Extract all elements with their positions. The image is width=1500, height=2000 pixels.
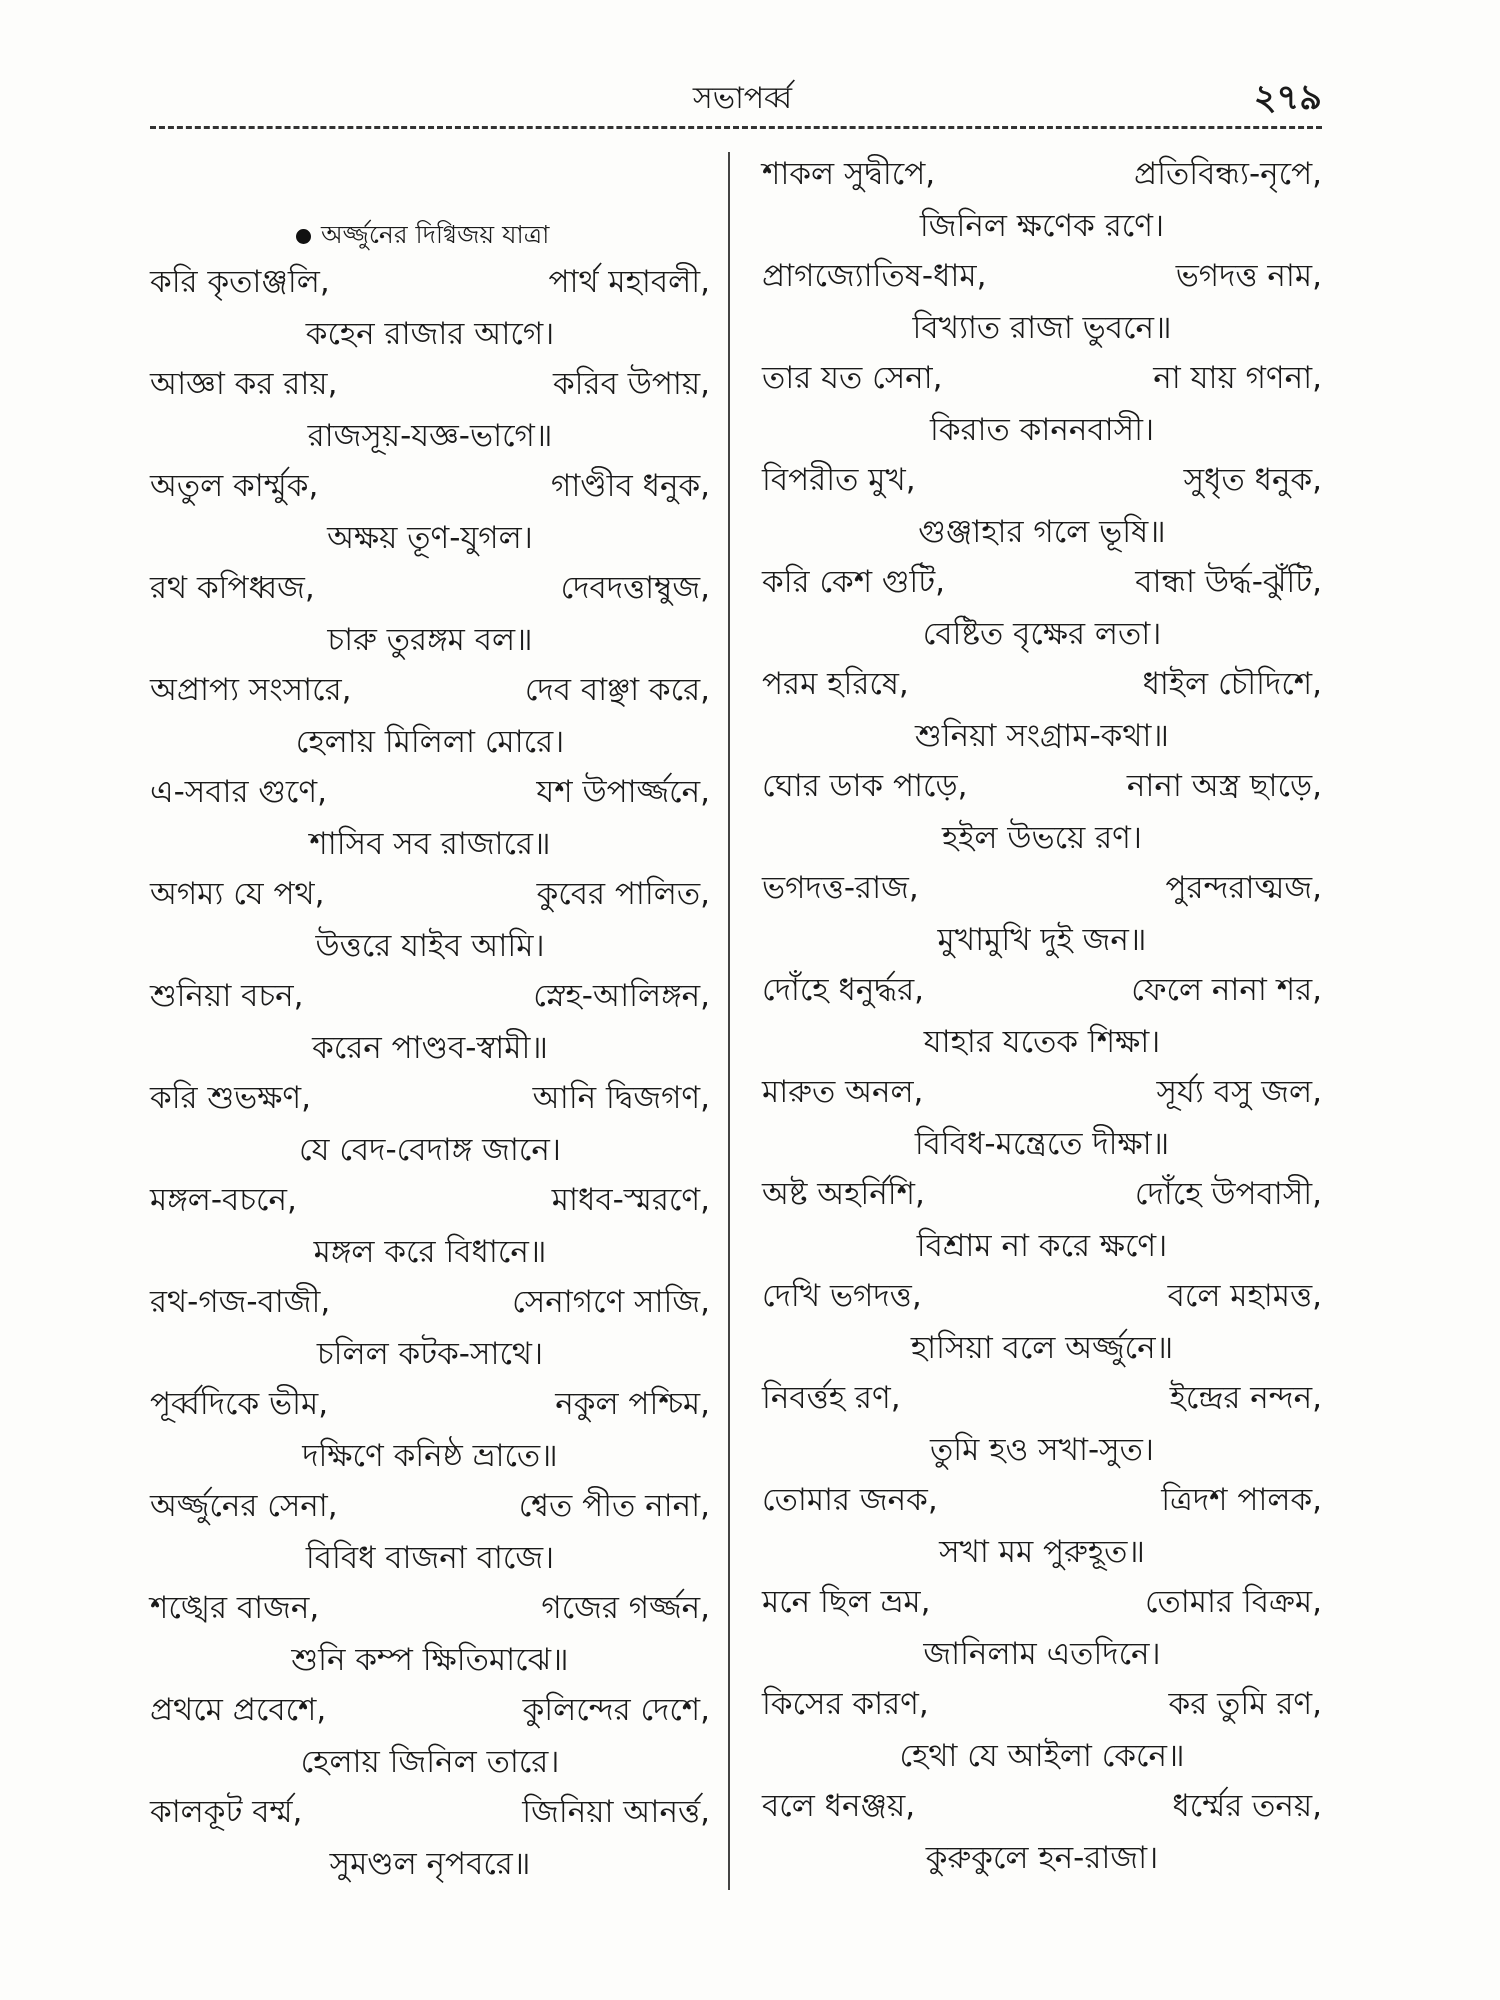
verse-second-half: দেব বাঞ্ছা করে, [524, 671, 710, 708]
verse-first-half: মনে ছিল ভ্রম, [762, 1583, 931, 1620]
page-header [150, 74, 1322, 134]
verse-second-half: সূর্য্য বসু জল, [1156, 1073, 1322, 1110]
verse-refrain: বিবিধ-মন্ত্রেতে দীক্ষা॥ [914, 1126, 1170, 1162]
verse-first-half: অতুল কার্ম্মুক, [150, 467, 319, 504]
verse-line [762, 762, 1322, 813]
verse-second-half: জিনিয়া আনর্ত্ত, [522, 1793, 710, 1830]
verse-refrain: হইল উভয়ে রণ। [941, 820, 1143, 856]
verse-second-half: বান্ধা উর্দ্ধ-ঝুঁটি, [1135, 563, 1322, 600]
verse-refrain: জানিলাম এতদিনে। [923, 1636, 1161, 1672]
verse-second-half: ধর্ম্মের তনয়, [1172, 1787, 1322, 1824]
verse-first-half: ঘোর ডাক পাড়ে, [762, 767, 968, 804]
verse-first-half: পূর্ব্বদিকে ভীম, [150, 1385, 329, 1422]
verse-second-half: ধাইল চৌদিশে, [1142, 665, 1322, 702]
verse-first-half: পরম হরিষে, [762, 665, 909, 702]
verse-second-half: দোঁহে উপবাসী, [1134, 1175, 1322, 1212]
verse-refrain: উত্তরে যাইব আমি। [315, 928, 545, 964]
verse-second-half: ত্রিদশ পালক, [1161, 1481, 1322, 1518]
verse-line [150, 1074, 710, 1125]
verse-refrain: বিশ্রাম না করে ক্ষণে। [916, 1228, 1168, 1264]
verse-line [762, 1680, 1322, 1731]
verse-line [762, 1476, 1322, 1527]
verse-second-half: গজের গর্জ্জন, [541, 1589, 710, 1626]
verse-refrain: সখা মম পুরুহূত॥ [939, 1534, 1145, 1570]
verse-second-half: গাণ্ডীব ধনুক, [551, 467, 710, 504]
verse-line [762, 354, 1322, 405]
verse-first-half: তোমার জনক, [762, 1481, 938, 1518]
verse-first-half: রথ কপিধ্বজ, [150, 569, 315, 606]
verse-refrain: শাসিব সব রাজারে॥ [309, 826, 551, 862]
verse-line [150, 972, 710, 1023]
page-number: ২৭৯ [1253, 78, 1322, 118]
verse-line [150, 666, 710, 717]
verse-refrain: শুনিয়া সংগ্রাম-কথা॥ [915, 718, 1169, 754]
verse-second-half: কুলিন্দের দেশে, [522, 1691, 710, 1728]
verse-first-half: কিসের কারণ, [762, 1685, 929, 1722]
verse-refrain: তুমি হও সখা-সুত। [930, 1432, 1154, 1468]
verse-line [150, 1686, 710, 1737]
verse-second-half: মাধব-স্মরণে, [551, 1181, 710, 1218]
verse-first-half: শাকল সুদ্বীপে, [762, 155, 936, 192]
verse-line [762, 1578, 1322, 1629]
verse-line [150, 462, 710, 513]
verse-second-half: দেবদত্তাম্বুজ, [560, 569, 710, 606]
verse-line [762, 966, 1322, 1017]
verse-first-half: ভগদত্ত-রাজ, [762, 869, 919, 906]
verse-line [762, 150, 1322, 201]
verse-first-half: অপ্রাপ্য সংসারে, [150, 671, 352, 708]
verse-refrain: শুনি কম্প ক্ষিতিমাঝে॥ [291, 1642, 569, 1678]
verse-line [762, 1170, 1322, 1221]
verse-second-half: ভগদত্ত নাম, [1175, 257, 1322, 294]
verse-refrain: চলিল কটক-সাথে। [316, 1336, 544, 1372]
verse-refrain: দক্ষিণে কনিষ্ঠ ভ্রাতে॥ [302, 1438, 558, 1474]
verse-refrain: যাহার যতেক শিক্ষা। [923, 1024, 1161, 1060]
verse-second-half: প্রতিবিন্ধ্য-নৃপে, [1134, 155, 1322, 192]
verse-refrain: হেথা যে আইলা কেনে॥ [899, 1738, 1185, 1774]
section-heading-text: অর্জ্জুনের দিগ্বিজয় যাত্রা [321, 219, 550, 249]
verse-first-half: দোঁহে ধনুর্দ্ধর, [762, 971, 924, 1008]
verse-refrain: বিখ্যাত রাজা ভুবনে॥ [912, 310, 1172, 346]
verse-first-half: প্রাগজ্যোতিষ-ধাম, [762, 257, 987, 294]
verse-first-half: দেখি ভগদত্ত, [762, 1277, 922, 1314]
verse-second-half: ফেলে নানা শর, [1131, 971, 1322, 1008]
verse-refrain: হেলায় মিলিলা মোরে। [295, 724, 565, 760]
verse-line [762, 558, 1322, 609]
verse-first-half: আজ্ঞা কর রায়, [150, 365, 338, 402]
verse-line [762, 1374, 1322, 1425]
verse-first-half: শুনিয়া বচন, [150, 977, 304, 1014]
verse-first-half: কালকূট বর্ম্ম, [150, 1793, 303, 1830]
verse-first-half: তার যত সেনা, [762, 359, 943, 396]
header-rule [150, 126, 1322, 129]
verse-line [762, 1782, 1322, 1833]
verse-first-half: এ-সবার গুণে, [150, 773, 327, 810]
column-divider [728, 152, 730, 1890]
verse-refrain: চারু তুরঙ্গম বল॥ [327, 622, 533, 658]
verse-refrain: রাজসূয়-যজ্ঞ-ভাগে॥ [307, 418, 553, 454]
verse-line [150, 564, 710, 615]
verse-refrain: গুঞ্জাহার গলে ভূষি॥ [918, 514, 1166, 550]
verse-first-half: বিপরীত মুখ, [762, 461, 916, 498]
verse-first-half: করি কেশ গুটি, [762, 563, 946, 600]
bullet-icon [296, 229, 311, 244]
verse-first-half: করি শুভক্ষণ, [150, 1079, 311, 1116]
verse-refrain: হাসিয়া বলে অর্জ্জুনে॥ [910, 1330, 1174, 1366]
verse-refrain: যে বেদ-বেদাঙ্গ জানে। [299, 1132, 561, 1168]
verse-line [762, 456, 1322, 507]
verse-first-half: শঙ্খের বাজন, [150, 1589, 320, 1626]
left-column [150, 150, 710, 1890]
verse-first-half: রথ-গজ-বাজী, [150, 1283, 331, 1320]
verse-line [762, 660, 1322, 711]
verse-refrain: কিরাত কাননবাসী। [929, 412, 1155, 448]
verse-second-half: কর তুমি রণ, [1168, 1685, 1322, 1722]
verse-refrain: জিনিল ক্ষণেক রণে। [919, 208, 1165, 244]
verse-refrain: কুরুকুলে হন-রাজা। [925, 1840, 1159, 1876]
right-verse-list [762, 150, 1322, 1884]
verse-line [150, 1278, 710, 1329]
verse-line [150, 360, 710, 411]
right-column [762, 150, 1322, 1884]
verse-refrain: অক্ষয় তূণ-যুগল। [327, 520, 533, 556]
verse-second-half: আনি দ্বিজগণ, [532, 1079, 710, 1116]
left-verse-list [150, 258, 710, 1890]
verse-second-half: ইন্দ্রের নন্দন, [1169, 1379, 1322, 1416]
verse-refrain: কহেন রাজার আগে। [305, 316, 555, 352]
verse-refrain: বেষ্টিত বৃক্ষের লতা। [922, 616, 1162, 652]
verse-line [150, 258, 710, 309]
verse-second-half: পুরন্দরাত্মজ, [1165, 869, 1322, 906]
verse-line [150, 768, 710, 819]
verse-refrain: মঙ্গল করে বিধানে॥ [313, 1234, 547, 1270]
verse-line [150, 1482, 710, 1533]
verse-second-half: নকুল পশ্চিম, [555, 1385, 710, 1422]
verse-line [150, 1788, 710, 1839]
verse-second-half: বলে মহামত্ত, [1167, 1277, 1322, 1314]
verse-second-half: নানা অস্ত্র ছাড়ে, [1126, 767, 1322, 804]
verse-refrain: সুমণ্ডল নৃপবরে॥ [329, 1846, 531, 1882]
verse-line [150, 870, 710, 921]
verse-second-half: করিব উপায়, [552, 365, 710, 402]
verse-second-half: সুধৃত ধনুক, [1183, 461, 1322, 498]
verse-second-half: যশ উপার্জ্জনে, [536, 773, 710, 810]
verse-line [150, 1380, 710, 1431]
verse-second-half: শ্বেত পীত নানা, [518, 1487, 710, 1524]
verse-first-half: বলে ধনঞ্জয়, [762, 1787, 916, 1824]
verse-first-half: অর্জ্জুনের সেনা, [150, 1487, 338, 1524]
verse-line [150, 1584, 710, 1635]
verse-refrain: হেলায় জিনিল তারে। [300, 1744, 560, 1780]
verse-first-half: প্রথমে প্রবেশে, [150, 1691, 327, 1728]
verse-second-half: না যায় গণনা, [1153, 359, 1322, 396]
running-title: সভাপর্ব্ব [692, 81, 793, 116]
verse-line [762, 1272, 1322, 1323]
verse-second-half: সেনাগণে সাজি, [512, 1283, 710, 1320]
verse-refrain: করেন পাণ্ডব-স্বামী॥ [312, 1030, 548, 1066]
verse-second-half: স্নেহ-আলিঙ্গন, [533, 977, 710, 1014]
verse-second-half: তোমার বিক্রম, [1144, 1583, 1322, 1620]
verse-first-half: অগম্য যে পথ, [150, 875, 325, 912]
verse-first-half: অষ্ট অহর্নিশি, [762, 1175, 925, 1212]
verse-second-half: কুবের পালিত, [536, 875, 710, 912]
section-heading [150, 214, 710, 258]
verse-line [762, 1068, 1322, 1119]
verse-refrain: মুখামুখি দুই জন॥ [937, 922, 1147, 958]
verse-second-half: পার্থ মহাবলী, [548, 263, 710, 300]
verse-line [762, 252, 1322, 303]
verse-first-half: করি কৃতাঞ্জলি, [150, 263, 330, 300]
verse-first-half: মারুত অনল, [762, 1073, 924, 1110]
verse-line [150, 1176, 710, 1227]
verse-first-half: নিবর্ত্তহ রণ, [762, 1379, 901, 1416]
verse-refrain: বিবিধ বাজনা বাজে। [305, 1540, 555, 1576]
verse-first-half: মঙ্গল-বচনে, [150, 1181, 297, 1218]
verse-line [762, 864, 1322, 915]
